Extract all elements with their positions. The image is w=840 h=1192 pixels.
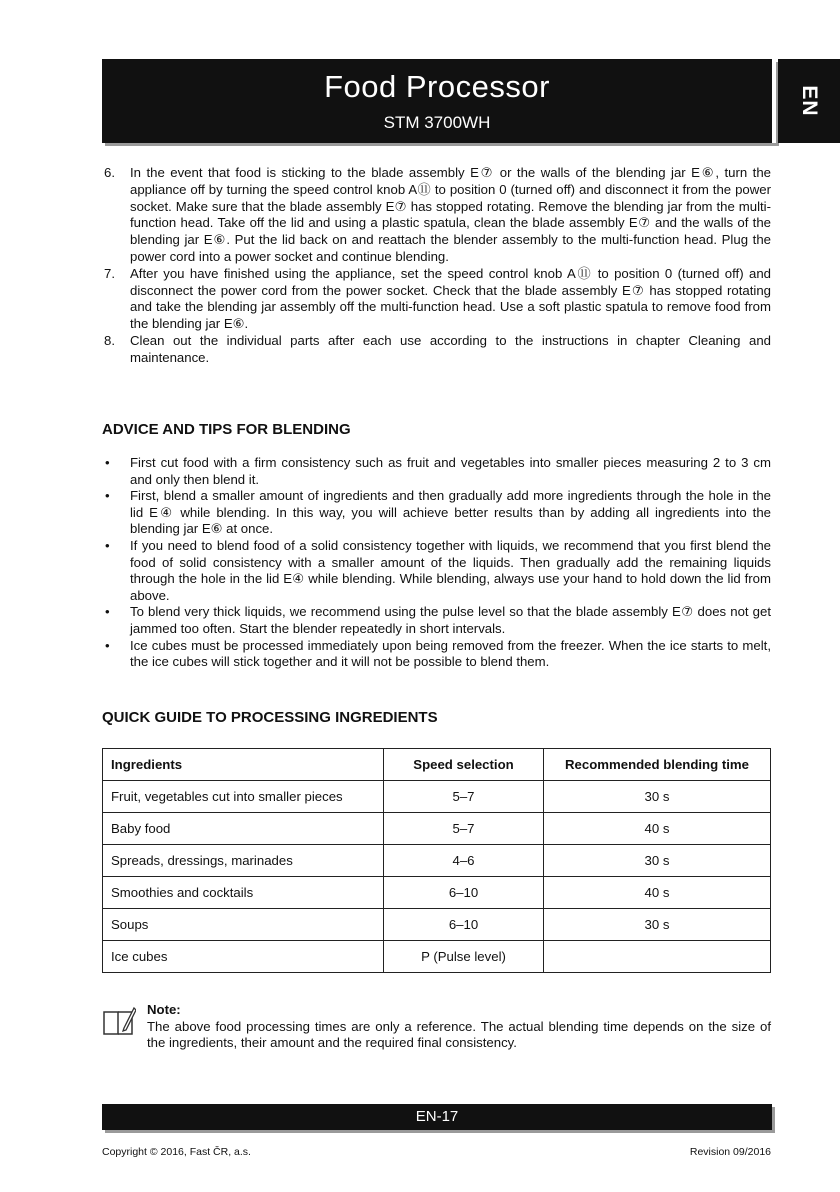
advice-item [102, 538, 771, 604]
step-number: 7. [104, 265, 115, 281]
column-header-time: Recommended blending time [544, 749, 771, 781]
table-row [103, 845, 771, 877]
ingredient-cell: Baby food [103, 813, 384, 845]
table-row [103, 813, 771, 845]
document-title: Food Processor [324, 69, 550, 104]
speed-cell: 6–10 [384, 909, 544, 941]
advice-item [102, 455, 771, 488]
note-label: Note: [147, 1002, 181, 1017]
ingredient-cell: Soups [103, 909, 384, 941]
advice-heading: ADVICE AND TIPS FOR BLENDING [102, 421, 351, 438]
ingredient-cell: Spreads, dressings, marinades [103, 845, 384, 877]
page-number: EN-17 [415, 1108, 459, 1125]
note-block [147, 1002, 771, 1052]
ingredient-cell: Smoothies and cocktails [103, 877, 384, 909]
step-text: Clean out the individual parts after each use according to the instructions in chapter Cleaning and maintenance. [130, 332, 771, 365]
speed-cell: 5–7 [384, 781, 544, 813]
advice-item [102, 638, 771, 671]
note-icon [102, 1004, 136, 1036]
time-cell [544, 941, 771, 973]
advice-text: First, blend a smaller amount of ingredients and then gradually add more ingredients through the hole in the lid E④ while blending. In this way, you will achieve better results than by adding all ingredients into the blending jar E⑥ at once. [130, 488, 771, 537]
advice-text: If you need to blend food of a solid consistency together with liquids, we recommend that you first blend the food of solid consistency with a smaller amount of the liquids. Then gradually add the remaining liquids through the hole in the lid E④ while blending. While blending, always use your hand to hold down the lid from above. [130, 537, 771, 603]
copyright-text: Copyright © 2016, Fast ČR, a.s. [102, 1146, 251, 1158]
column-header-ingredients: Ingredients [103, 749, 384, 781]
processing-table [102, 748, 771, 973]
guide-heading: QUICK GUIDE TO PROCESSING INGREDIENTS [102, 709, 438, 726]
ingredient-cell: Ice cubes [103, 941, 384, 973]
speed-cell: 6–10 [384, 877, 544, 909]
revision-text: Revision 09/2016 [689, 1146, 771, 1158]
model-number: STM 3700WH [383, 113, 491, 132]
table-row [103, 877, 771, 909]
bullet-icon: • [105, 455, 110, 470]
table-row [103, 909, 771, 941]
time-cell: 40 s [544, 877, 771, 909]
time-cell: 30 s [544, 909, 771, 941]
bullet-icon: • [105, 604, 110, 620]
advice-item [102, 488, 771, 538]
bullet-icon: • [105, 537, 110, 553]
table-header-row [103, 749, 771, 781]
time-cell: 30 s [544, 845, 771, 877]
step-item [102, 333, 771, 367]
speed-cell: 5–7 [384, 813, 544, 845]
time-cell: 30 s [544, 781, 771, 813]
time-cell: 40 s [544, 813, 771, 845]
step-text: In the event that food is sticking to the blade assembly E⑦ or the walls of the blending jar E⑥, turn the appliance off by turning the speed control knob A⑪ to position 0 (turned off) and disconnect it from the power socket. Make sure that the blade assembly E⑦ has stopped rotating. Remove the blending jar from the multi-function head. Take off the lid and using a plastic spatula, clean the blade assembly E⑦ and the walls of the blending jar E⑥. Put the lid back on and reattach the blender assembly to the multi-function head. Plug the power cord into a power socket and continue blending. [130, 165, 771, 264]
steps-section [102, 165, 771, 367]
page-number-bar [102, 1104, 772, 1130]
step-item [102, 165, 771, 266]
note-text: The above food processing times are only a reference. The actual blending time depends on the size of the ingredients, their amount and the required final consistency. [147, 1018, 771, 1051]
speed-cell: 4–6 [384, 845, 544, 877]
step-number: 6. [104, 165, 115, 180]
advice-text: First cut food with a firm consistency such as fruit and vegetables into smaller pieces measuring 2 to 3 cm and only then blend it. [130, 455, 771, 487]
speed-cell: P (Pulse level) [384, 941, 544, 973]
steps-list [102, 165, 771, 367]
language-label: EN [798, 85, 821, 117]
column-header-speed: Speed selection [384, 749, 544, 781]
bullet-icon: • [105, 488, 110, 504]
language-tab [778, 59, 840, 143]
table-row [103, 781, 771, 813]
step-item [102, 266, 771, 333]
bullet-icon: • [105, 637, 110, 653]
header-banner [102, 59, 776, 143]
step-text: After you have finished using the appliance, set the speed control knob A⑪ to position 0 (turned off) and disconnect the power cord from the power socket. Check that the blade assembly E⑦ has stopped rotating and take the blending jar assembly off the multi-function head. Use a soft plastic spatula to remove food from the blending jar E⑥. [130, 265, 771, 332]
advice-text: Ice cubes must be processed immediately upon being removed from the freezer. When the ice starts to melt, the ice cubes will stick together and it will not be possible to blend them. [130, 637, 771, 670]
table-row [103, 941, 771, 973]
advice-text: To blend very thick liquids, we recommend using the pulse level so that the blade assembly E⑦ does not get jammed too often. Start the blender repeatedly in short intervals. [130, 604, 771, 636]
advice-item [102, 604, 771, 637]
ingredient-cell: Fruit, vegetables cut into smaller pieces [103, 781, 384, 813]
step-number: 8. [104, 332, 115, 348]
advice-list [102, 455, 771, 671]
